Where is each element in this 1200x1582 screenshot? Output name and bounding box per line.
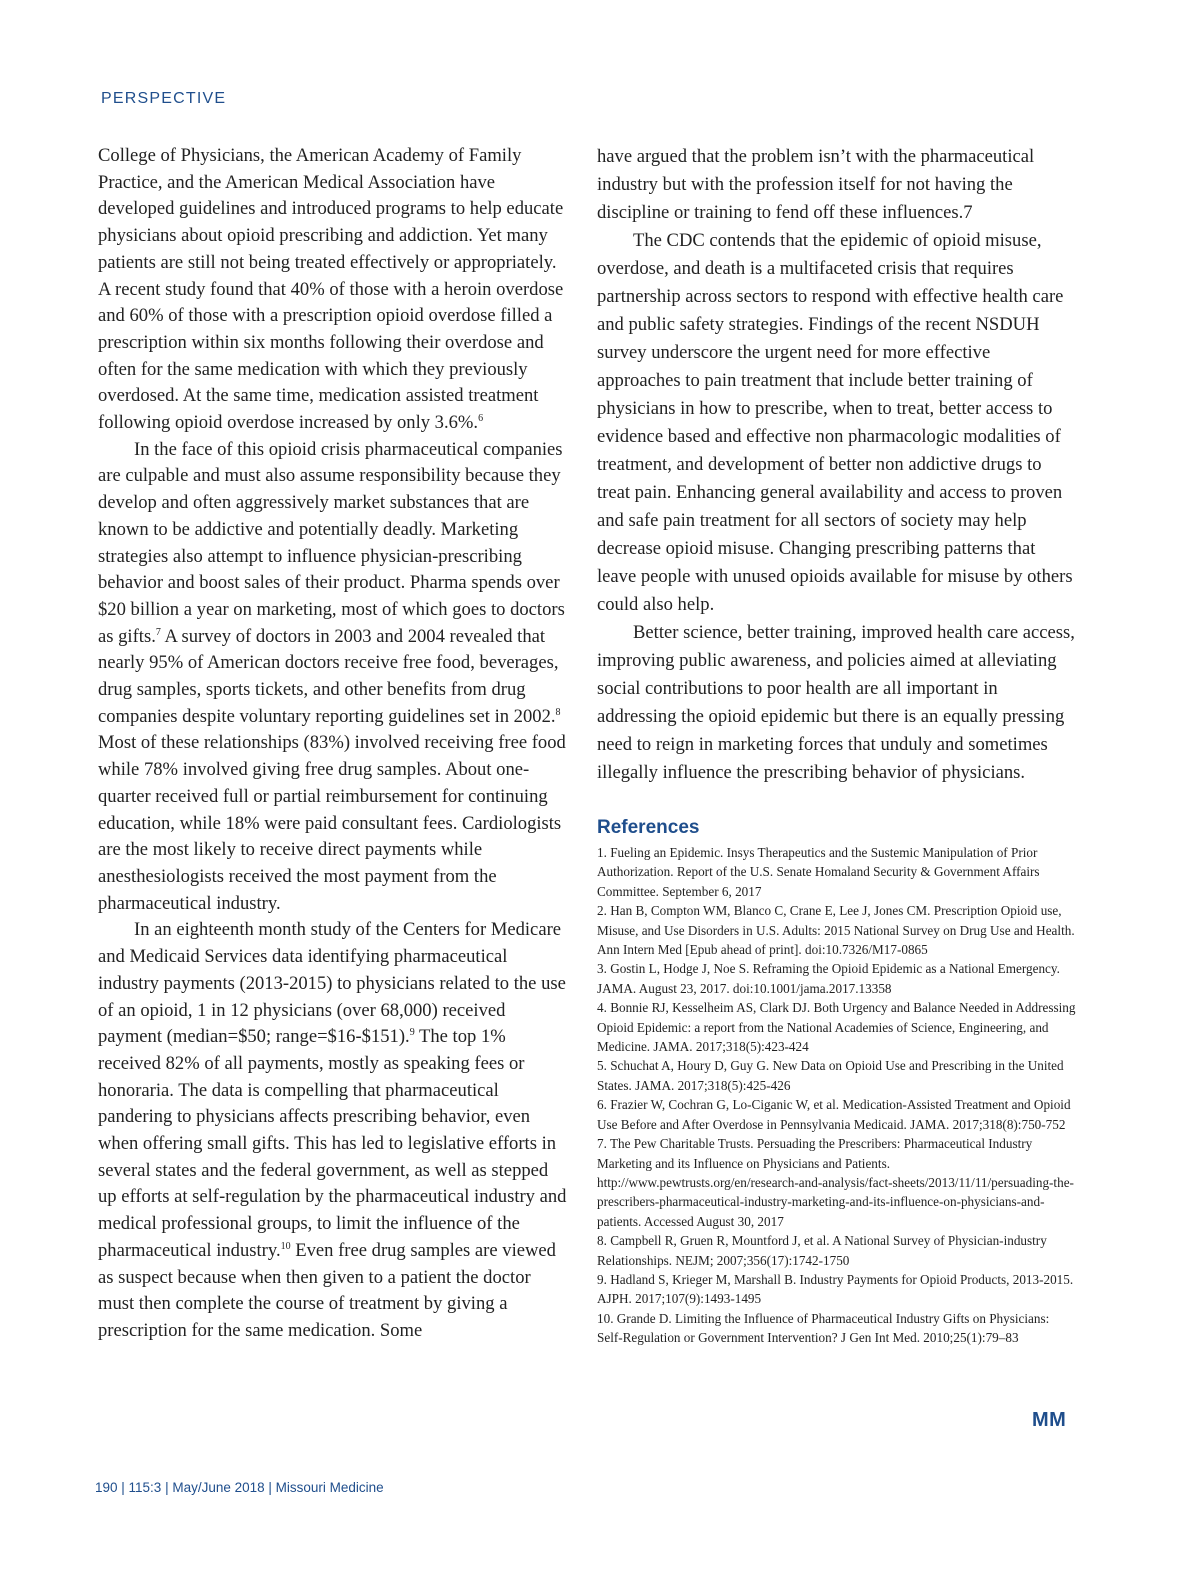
reference-item: 2. Han B, Compton WM, Blanco C, Crane E, Lee J, Jones CM. Prescription Opioid use, Misuse, and Use Disorders in U.S. Adults: 2015 National Survey on Drug Use and Health. Ann Intern Med [Epub ahead of print]. doi:10.7326/M17-0865 <box>597 903 1075 958</box>
reference-item: 7. The Pew Charitable Trusts. Persuading the Prescribers: Pharmaceutical Industry Marketing and its Influence on Physicians and Patients. http://www.pewtrusts.org/en/research-and-analysis/fact-sheets/2013/11/11/persuading-the-prescribers-pharmaceutical-industry-marketing-and-its-influence-on-physicians-and-patients. Accessed August 30, 2017 <box>597 1136 1074 1229</box>
references-heading: References <box>597 817 700 838</box>
reference-item: 5. Schuchat A, Houry D, Guy G. New Data on Opioid Use and Prescribing in the United States. JAMA. 2017;318(5):425-426 <box>597 1058 1064 1093</box>
section-label: PERSPECTIVE <box>101 90 227 107</box>
journal-logo: MM <box>1032 1409 1067 1431</box>
paragraph: The CDC contends that the epidemic of opioid misuse, overdose, and death is a multifaceted crisis that requires partnership across sectors to respond with effective health care and public safety strategies. Findings of the recent NSDUH survey underscore the urgent need for more effective approaches to pain treatment that include better training of physicians in how to prescribe, when to treat, better access to evidence based and effective non pharmacologic modalities of treatment, and development of better non addictive drugs to treat pain. Enhancing general availability and access to proven and safe pain treatment for all sectors of society may help decrease opioid misuse. Changing prescribing patterns that leave people with unused opioids available for misuse by others could also help. <box>597 230 1073 615</box>
citation-ref: 7 <box>155 626 161 638</box>
paragraph-text: The top 1% received 82% of all payments, mostly as speaking fees or honoraria. The data is compelling that pharmaceutical pandering to physicians affects prescribing behavior, even when offering small gifts. This has led to legislative efforts in several states and the federal government, as well as stepped up efforts at self-regulation by the pharmaceutical industry and medical professional groups, to limit the influence of the pharmaceutical industry. <box>98 1026 567 1261</box>
reference-item: 3. Gostin L, Hodge J, Noe S. Reframing the Opioid Epidemic as a National Emergency. JAMA. August 23, 2017. doi:10.1001/jama.2017.13358 <box>597 961 1060 996</box>
left-column <box>98 143 570 1345</box>
paragraph-text: College of Physicians, the American Academy of Family Practice, and the American Medical Association have developed guidelines and introduced programs to help educate physicians about opioid prescribing and addiction. Yet many patients are still not being treated effectively or appropriately. A recent study found that 40% of those with a heroin overdose and 60% of those with a prescription opioid overdose filled a prescription within six months following their overdose and often for the same medication with which they previously overdosed. At the same time, medication assisted treatment following opioid overdose increased by only 3.6%. <box>98 145 564 434</box>
paragraph <box>98 437 570 918</box>
paragraph: Better science, better training, improved health care access, improving public awareness, and policies aimed at alleviating social contributions to poor health are all important in addressing the opioid epidemic but there is an equally pressing need to reign in marketing forces that unduly and sometimes illegally influence the prescribing behavior of physicians. <box>597 622 1075 783</box>
paragraph <box>98 143 570 437</box>
references-list <box>597 843 1077 1348</box>
paragraph-text: In an eighteenth month study of the Centers for Medicare and Medicaid Services data identifying pharmaceutical industry payments (2013-2015) to physicians related to the use of an opioid, 1 in 12 physicians (over 68,000) received payment (median=$50; range=$16-$151). <box>98 919 566 1048</box>
paragraph: have argued that the problem isn’t with the pharmaceutical industry but with the profession itself for not having the discipline or training to fend off these influences.7 <box>597 146 1035 223</box>
reference-item: 4. Bonnie RJ, Kesselheim AS, Clark DJ. Both Urgency and Balance Needed in Addressing Opioid Epidemic: a report from the National Academies of Science, Engineering, and Medicine. JAMA. 2017;318(5):423-424 <box>597 1000 1076 1055</box>
reference-item: 9. Hadland S, Krieger M, Marshall B. Industry Payments for Opioid Products, 2013-2015. AJPH. 2017;107(9):1493-1495 <box>597 1271 1074 1307</box>
reference-item: 10. Grande D. Limiting the Influence of Pharmaceutical Industry Gifts on Physicians: Self-Regulation or Government Intervention? J Gen Int Med. 2010;25(1):79–83 <box>597 1310 1050 1346</box>
reference-item: 8. Campbell R, Gruen R, Mountford J, et al. A National Survey of Physician-industry Relationships. NEJM; 2007;356(17):1742-1750 <box>597 1233 1047 1268</box>
citation-ref: 9 <box>409 1027 415 1039</box>
reference-item: 1. Fueling an Epidemic. Insys Therapeutics and the Sustemic Manipulation of Prior Authorization. Report of the U.S. Senate Homaland Security & Government Affairs Committee. September 6, 2017 <box>597 845 1040 899</box>
paragraph-text: In the face of this opioid crisis pharmaceutical companies are culpable and must also assume responsibility because they develop and often aggressively market substances that are known to be addictive and potentially deadly. Marketing strategies also attempt to influence physician-prescribing behavior and boost sales of their product. Pharma spends over $20 billion a year on marketing, most of which goes to doctors as gifts. <box>98 438 565 647</box>
paragraph <box>98 917 570 1344</box>
right-body <box>597 143 1077 787</box>
paragraph-text: Even free drug samples are viewed as suspect because when then given to a patient the doctor must then complete the course of treatment by giving a prescription for the same medication. Some <box>98 1239 556 1341</box>
citation-ref: 6 <box>478 413 484 425</box>
paragraph-text: A survey of doctors in 2003 and 2004 revealed that nearly 95% of American doctors receive free food, beverages, drug samples, sports tickets, and other benefits from drug companies despite voluntary reporting guidelines set in 2002. <box>98 625 559 727</box>
paragraph-text: Most of these relationships (83%) involved receiving free food while 78% involved giving free drug samples. About one-quarter received full or partial reimbursement for continuing education, while 18% were paid consultant fees. Cardiologists are the most likely to receive direct payments while anesthesiologists received the most payment from the pharmaceutical industry. <box>98 732 566 914</box>
page-footer: 190 | 115:3 | May/June 2018 | Missouri Medicine <box>95 1480 384 1495</box>
citation-ref: 10 <box>280 1240 291 1252</box>
reference-item: 6. Frazier W, Cochran G, Lo-Ciganic W, et al. Medication-Assisted Treatment and Opioid Use Before and After Overdose in Pennsylvania Medicaid. JAMA. 2017;318(8):750-752 <box>597 1097 1071 1132</box>
right-column <box>597 143 1077 1348</box>
citation-ref: 8 <box>555 706 561 718</box>
